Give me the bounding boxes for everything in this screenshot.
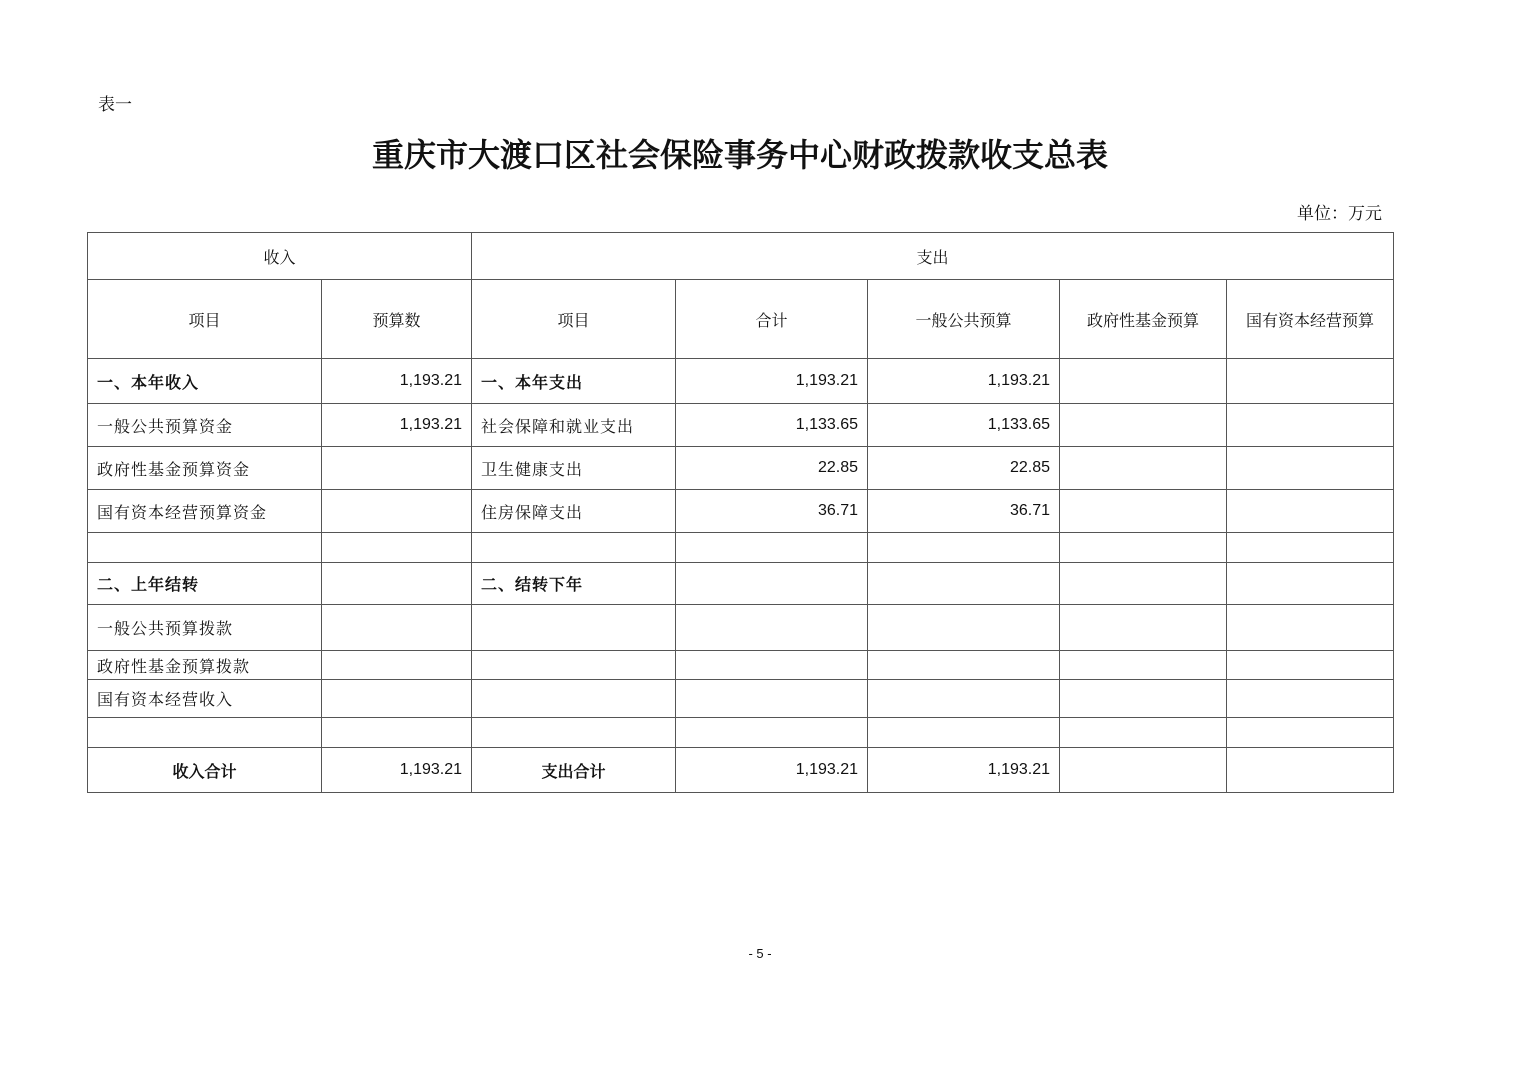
expense-item [472,718,676,748]
income-value [322,563,472,605]
table-row [88,605,1394,651]
expense-total: 1,133.65 [676,404,868,447]
expense-gov-fund [1060,680,1227,718]
expense-gov-fund [1060,605,1227,651]
table-row [88,490,1394,533]
expense-gov-fund-total [1060,748,1227,793]
expense-gov-fund [1060,563,1227,605]
expense-total: 1,193.21 [676,359,868,404]
header-total: 合计 [676,280,868,359]
income-value [322,447,472,490]
expense-total-label: 支出合计 [472,748,676,793]
income-value [322,718,472,748]
income-item [88,718,322,748]
expense-total [676,533,868,563]
income-value [322,533,472,563]
expense-general [868,651,1060,680]
income-group-header: 收入 [88,233,472,280]
income-total-label: 收入合计 [88,748,322,793]
expense-state-capital [1227,651,1394,680]
unit-label: 单位：万元 [1297,204,1382,224]
expense-gov-fund [1060,718,1227,748]
expense-total: 22.85 [676,447,868,490]
expense-state-capital [1227,680,1394,718]
expense-general-total: 1,193.21 [868,748,1060,793]
expense-state-capital [1227,605,1394,651]
income-value [322,605,472,651]
expense-total [676,718,868,748]
expense-total-value: 1,193.21 [676,748,868,793]
income-item: 政府性基金预算资金 [88,447,322,490]
expense-item [472,680,676,718]
income-item: 一般公共预算拨款 [88,605,322,651]
expense-gov-fund [1060,447,1227,490]
expense-state-capital [1227,447,1394,490]
expense-item: 住房保障支出 [472,490,676,533]
income-value [322,680,472,718]
table-row [88,447,1394,490]
expense-state-capital [1227,490,1394,533]
expense-gov-fund [1060,404,1227,447]
income-item [88,533,322,563]
expense-item [472,651,676,680]
header-general-budget: 一般公共预算 [868,280,1060,359]
column-header-row [88,280,1394,359]
expense-general [868,680,1060,718]
table-row [88,563,1394,605]
expense-general [868,605,1060,651]
expense-general [868,718,1060,748]
expense-gov-fund [1060,359,1227,404]
expense-state-capital [1227,533,1394,563]
expense-state-capital [1227,563,1394,605]
income-item: 政府性基金预算拨款 [88,651,322,680]
expense-item: 二、结转下年 [472,563,676,605]
expense-item: 卫生健康支出 [472,447,676,490]
expense-general: 1,133.65 [868,404,1060,447]
expense-state-capital [1227,404,1394,447]
expense-gov-fund [1060,651,1227,680]
header-gov-fund-budget: 政府性基金预算 [1060,280,1227,359]
income-item: 国有资本经营收入 [88,680,322,718]
header-income-item: 项目 [88,280,322,359]
table-number: 表一 [98,95,132,115]
table-row [88,359,1394,404]
expense-group-header: 支出 [472,233,1394,280]
expense-item [472,533,676,563]
expense-general: 22.85 [868,447,1060,490]
expense-item [472,605,676,651]
expense-total [676,563,868,605]
expense-state-capital [1227,359,1394,404]
group-header-row [88,233,1394,280]
expense-gov-fund [1060,490,1227,533]
header-budget: 预算数 [322,280,472,359]
table-row [88,718,1394,748]
income-item: 一、本年收入 [88,359,322,404]
expense-general: 1,193.21 [868,359,1060,404]
table-row [88,680,1394,718]
expense-item: 社会保障和就业支出 [472,404,676,447]
expense-state-capital [1227,718,1394,748]
expense-total [676,651,868,680]
income-total-value: 1,193.21 [322,748,472,793]
total-row [88,748,1394,793]
fiscal-summary-table [87,232,1394,793]
expense-total [676,605,868,651]
expense-gov-fund [1060,533,1227,563]
page-title: 重庆市大渡口区社会保险事务中心财政拨款收支总表 [371,136,1108,174]
expense-general [868,563,1060,605]
header-expense-item: 项目 [472,280,676,359]
page-number: - 5 - [748,946,772,961]
expense-general: 36.71 [868,490,1060,533]
table-row [88,404,1394,447]
income-item: 一般公共预算资金 [88,404,322,447]
expense-general [868,533,1060,563]
header-state-capital-budget: 国有资本经营预算 [1227,280,1394,359]
expense-state-capital-total [1227,748,1394,793]
income-item: 国有资本经营预算资金 [88,490,322,533]
income-item: 二、上年结转 [88,563,322,605]
income-value [322,651,472,680]
table-row [88,533,1394,563]
expense-total [676,680,868,718]
expense-item: 一、本年支出 [472,359,676,404]
income-value [322,490,472,533]
expense-total: 36.71 [676,490,868,533]
table-row [88,651,1394,680]
income-value: 1,193.21 [322,404,472,447]
income-value: 1,193.21 [322,359,472,404]
